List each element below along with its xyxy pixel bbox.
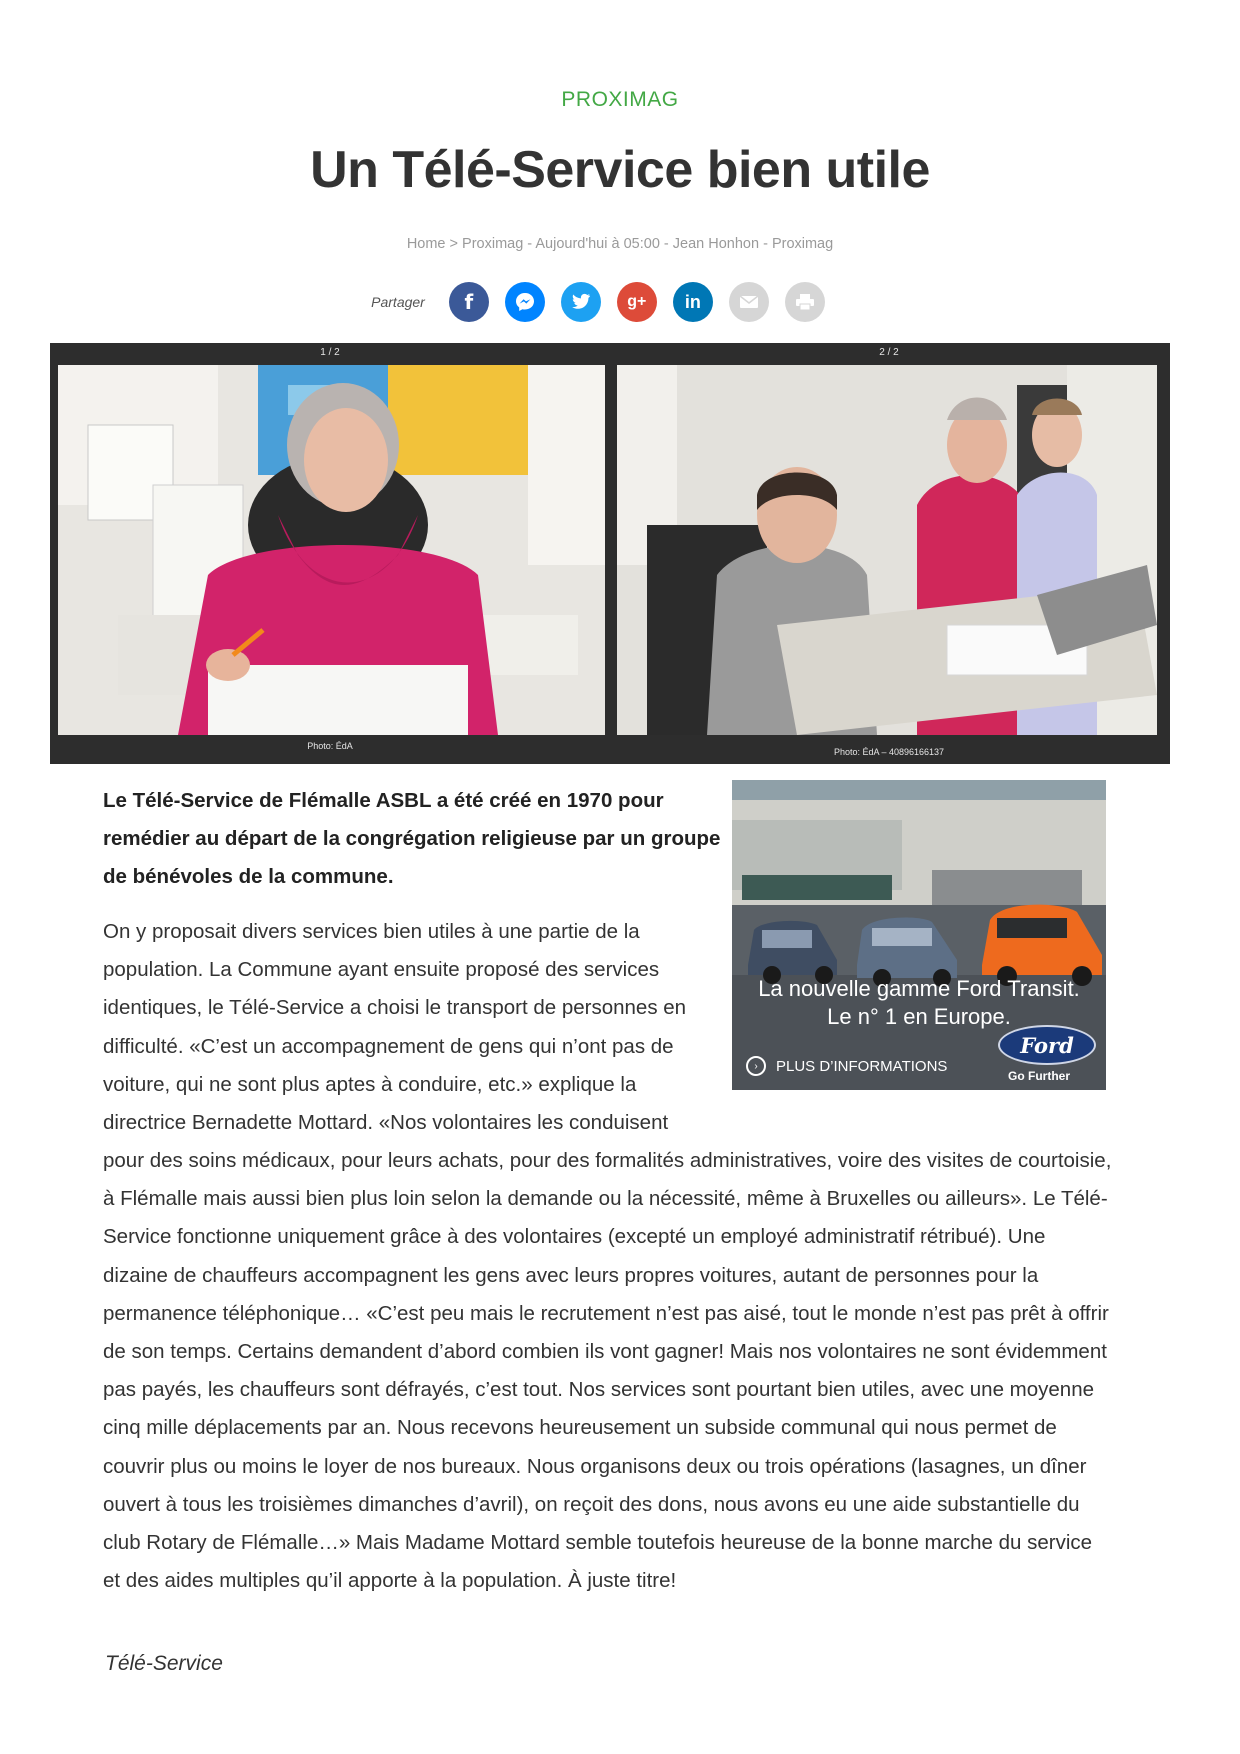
- slide-counter: 2 / 2: [879, 347, 899, 358]
- share-linkedin-button[interactable]: [673, 282, 713, 322]
- print-icon: [795, 293, 815, 311]
- ad-subheadline: Le n° 1 en Europe.: [827, 1004, 1011, 1029]
- slide-counter: 1 / 2: [320, 347, 340, 358]
- twitter-icon: [571, 293, 591, 311]
- source-name[interactable]: Proximag: [771, 236, 834, 252]
- share-email-button[interactable]: [729, 282, 769, 322]
- article-body-part-2: pour des soins médicaux, pour leurs achats, pour des formalités administratives, voire des visites de courtoisie, à Flémalle mais aussi bien plus loin selon la demande ou la nécessité, même à Bruxelles ou ailleurs». Le Télé-Service fonctionne uniquement grâce à des volontaires (excepté un employé administratif rétribué). Une dizaine de chauffeurs accompagnent les gens avec leurs propres voitures, autant de personnes pour la permanence téléphonique… «C’est peu mais le recrutement n’est pas aisé, tout le monde n’est pas prêt à offrir de son temps. Certains demandent d’abord combien ils vont gagner! Mais nos volontaires ne sont évidemment pas payés, les chauffeurs sont défrayés, c’est tout. Nos services sont pourtant bien utiles, avec une moyenne cinq mille déplacements par an. Nous recevons heureusement un subside communal qui nous permet de couvrir plus ou moins le loyer de nos bureaux. Nous organisons deux ou trois opérations (lasagnes, un dîner ouvert à tous les troisièmes dimanches d’avril), on reçoit des dons, nous avons eu une aide substantielle du club Rotary de Flémalle…» Mais Madame Mottard semble toutefois heureuse de la bonne marche du service et des aides multiples qu’il apporte à la population. À juste titre!: [103, 1149, 1112, 1593]
- article-signature: Télé-Service: [105, 1652, 223, 1675]
- google-plus-icon: g+: [627, 293, 647, 310]
- article-body-part-1: On y proposait divers services bien utiles à une partie de la population. La Commune ayant ensuite proposé des services identiques, le Télé-Service a choisi le transport de personnes en difficulté. «C’est un accompagnement de gens qui n’ont pas de voiture, qui ne sont plus aptes à conduire, etc.» explique la directrice Bernadette Mottard. «Nos volontaires les conduisent: [103, 920, 687, 1135]
- ad-headline: La nouvelle gamme Ford Transit.: [758, 976, 1080, 1001]
- email-icon: [739, 295, 759, 309]
- article-title: Un Télé-Service bien utile: [310, 141, 930, 199]
- photo-caption: Photo: ÉdA: [307, 741, 353, 751]
- breadcrumb-section[interactable]: Proximag: [462, 236, 524, 252]
- share-messenger-button[interactable]: [505, 282, 545, 322]
- gallery-slide-2[interactable]: [608, 343, 1170, 764]
- author-name[interactable]: Jean Honhon: [672, 236, 760, 252]
- article-lead: Le Télé-Service de Flémalle ASBL a été créé en 1970 pour remédier au départ de la congrégation religieuse par un groupe de bénévoles de la commune.: [103, 789, 721, 888]
- chevron-right-icon: ›: [746, 1056, 766, 1076]
- ad-more-info-link[interactable]: [746, 1056, 947, 1076]
- facebook-icon: f: [464, 290, 474, 314]
- share-label: Partager: [371, 294, 425, 310]
- ford-tagline: Go Further: [1008, 1069, 1070, 1083]
- photo-gallery: [50, 343, 1170, 764]
- photo-woman-at-desk: [58, 365, 605, 735]
- share-twitter-button[interactable]: [561, 282, 601, 322]
- ad-cta-label: PLUS D’INFORMATIONS: [776, 1057, 948, 1075]
- breadcrumb-home[interactable]: Home: [406, 236, 446, 252]
- print-button[interactable]: [785, 282, 825, 322]
- meta-separator: -: [523, 236, 536, 252]
- photo-team-in-office: [617, 365, 1157, 735]
- meta-separator: -: [659, 236, 673, 252]
- share-facebook-button[interactable]: [449, 282, 489, 322]
- messenger-icon: [514, 291, 536, 313]
- share-bar: [0, 282, 1240, 322]
- gallery-slide-1[interactable]: [50, 343, 610, 764]
- ford-transit-ad[interactable]: [732, 780, 1106, 1090]
- ford-logo: Ford: [998, 1025, 1096, 1065]
- linkedin-icon: in: [684, 291, 701, 312]
- share-google-plus-button[interactable]: [617, 282, 657, 322]
- publish-date: Aujourd'hui à 05:00: [535, 236, 660, 252]
- photo-caption: Photo: ÉdA – 40896166137: [833, 747, 945, 757]
- category-label[interactable]: PROXIMAG: [561, 88, 679, 111]
- meta-separator: -: [759, 236, 772, 252]
- breadcrumb: [0, 236, 1240, 252]
- breadcrumb-separator: >: [445, 236, 463, 252]
